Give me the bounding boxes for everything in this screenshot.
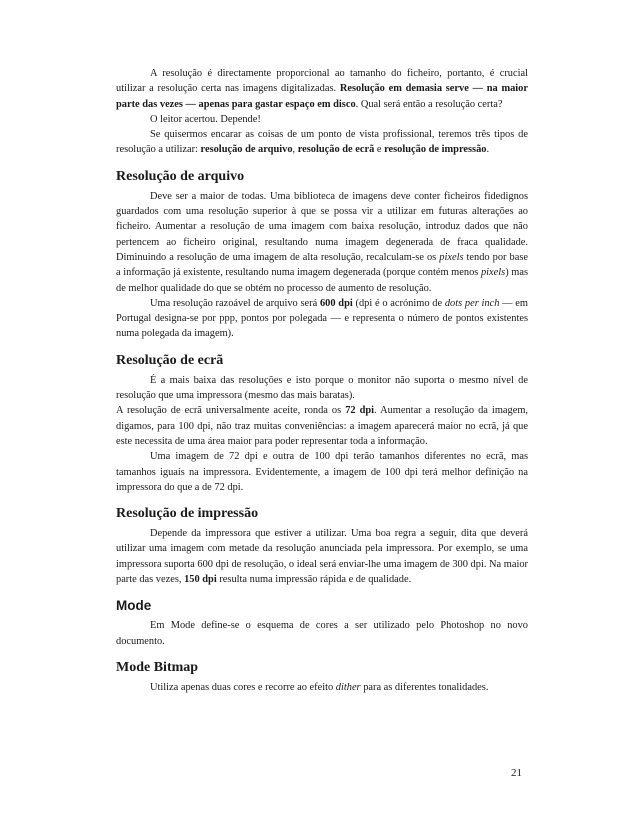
bitmap-paragraph-1 xyxy=(116,680,528,695)
intro-paragraph-1 xyxy=(116,66,528,112)
text-run: resulta numa impressão rápida e de qualidade. xyxy=(216,574,412,586)
italic-text: pixels xyxy=(480,267,506,279)
text-run: , xyxy=(292,144,298,156)
text-run: (dpi é o acrónimo de xyxy=(352,297,445,309)
section-heading-ecra: Resolução de ecrã xyxy=(116,352,224,368)
intro-paragraph-3 xyxy=(116,127,528,158)
text-run: para as diferentes tonalidades. xyxy=(360,681,489,693)
bold-text: resolução de ecrã xyxy=(297,144,375,156)
ecra-paragraph-2 xyxy=(116,403,528,449)
ecra-paragraph-1: É a mais baixa das resoluções e isto porque o monitor não suporta o mesmo nível de resolução que uma impressora (mesmo das mais baratas). xyxy=(116,374,528,402)
bold-text: resolução de arquivo xyxy=(200,144,293,156)
italic-text: dots per inch xyxy=(444,297,500,309)
text-run: A resolução de ecrã universalmente aceite, ronda os xyxy=(116,405,346,417)
impressao-paragraph-1 xyxy=(116,526,528,587)
italic-text: pixels xyxy=(439,251,464,263)
bold-text: 150 dpi xyxy=(184,574,217,586)
text-run: Se quisermos encarar as coisas de um ponto de vista profissional, teremos três tipos de resolução a utilizar: xyxy=(116,129,528,156)
text-run: . xyxy=(486,144,490,156)
section-heading-impressao: Resolução de impressão xyxy=(116,506,259,522)
text-run: A resolução é directamente proporcional ao tamanho do ficheiro, portanto, é crucial utilizar a resolução certa nas imagens digitalizadas. xyxy=(116,68,528,95)
arquivo-paragraph-2 xyxy=(116,296,528,342)
text-run: tendo por base a informação já existente, resultando numa imagem degenerada (porque contém menos xyxy=(116,251,528,279)
section-heading-mode: Mode xyxy=(116,598,152,614)
text-run: e xyxy=(374,144,385,156)
section-heading-arquivo: Resolução de arquivo xyxy=(116,168,245,184)
bold-text: Resolução em demasia serve — na maior parte das vezes — apenas para gastar espaço em disco xyxy=(116,83,528,110)
ecra-paragraph-3: Uma imagem de 72 dpi e outra de 100 dpi terão tamanhos diferentes no ecrã, mas tamanhos iguais na impressora. Evidentemente, a imagem de 100 dpi terá melhor definição na impressora do que a de 72 dpi. xyxy=(116,451,528,493)
section-heading-bitmap: Mode Bitmap xyxy=(116,659,199,675)
intro-paragraph-2: O leitor acertou. Depende! xyxy=(150,113,261,125)
text-run: . Aumentar a resolução da imagem, digamos, para 100 dpi, não traz muitas conveniências: a imagem aparecerá maior no ecrã, já que este necessita de uma área maior para poder representar toda a informação. xyxy=(116,405,529,447)
text-run: . Qual será então a resolução certa? xyxy=(355,98,503,110)
page-body xyxy=(116,66,528,695)
text-run: Uma resolução razoável de arquivo será xyxy=(150,297,320,309)
text-run: ) mas de melhor qualidade do que se obtém no processo de aumento de resolução. xyxy=(116,267,529,294)
bold-text: 72 dpi xyxy=(345,405,375,417)
page-number: 21 xyxy=(511,767,522,779)
bold-text: 600 dpi xyxy=(319,297,353,309)
italic-text: dither xyxy=(335,681,361,693)
text-run: Depende da impressora que estiver a utilizar. Uma boa regra a seguir, dita que deverá utilizar uma imagem com metade da resolução anunciada pela impressora. Por exemplo, se uma impressora suporta 600 dpi de resolução, o ideal será enviar-lhe uma imagem de 300 dpi. Na maior parte das vezes, xyxy=(116,528,528,586)
bold-text: resolução de impressão xyxy=(384,144,487,156)
text-run: — em Portugal designa-se por ppp, pontos por polegada — e representa o número de pontos existentes numa polegada da imagem). xyxy=(116,297,528,340)
text-run: Deve ser a maior de todas. Uma biblioteca de imagens deve conter ficheiros fidedignos guardados com uma resolução superior à que se possa vir a utilizar em futuras alterações ao ficheiro. Aumentar a resolução de uma imagem com baixa resolução, introduz dados que não pertencem ao ficheiro original, resultando numa imagem degenerada de fraca qualidade. Diminuindo a resolução de uma imagem de alta resolução, recalculam-se os xyxy=(116,190,528,263)
text-run: Utiliza apenas duas cores e recorre ao efeito xyxy=(150,681,336,693)
arquivo-paragraph-1 xyxy=(116,189,528,296)
mode-paragraph-1: Em Mode define-se o esquema de cores a ser utilizado pelo Photoshop no novo documento. xyxy=(116,620,528,647)
